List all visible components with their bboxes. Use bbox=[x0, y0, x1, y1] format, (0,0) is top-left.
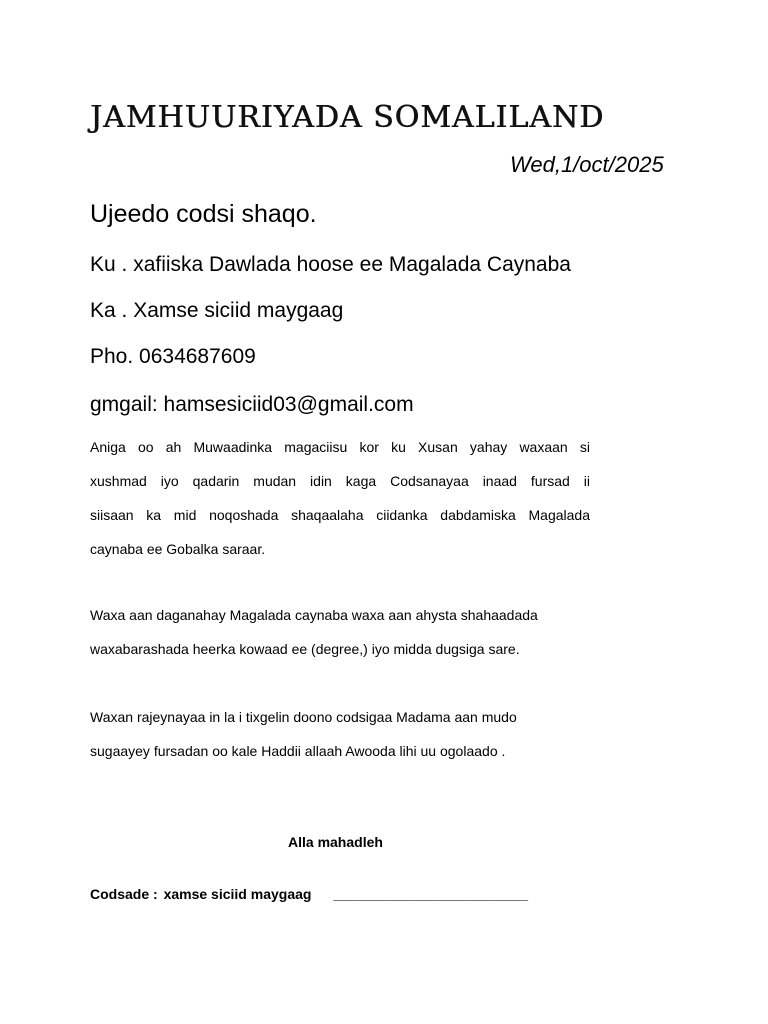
sender-line: Ka . Xamse siciid maygaag bbox=[90, 299, 344, 322]
country-heading: JAMHUURIYADA SOMALILAND bbox=[90, 100, 605, 135]
signature-label: Codsade : bbox=[90, 886, 158, 902]
paragraph-3-line-2: sugaayey fursadan oo kale Haddii allaah Awooda lihi uu ogolaado . bbox=[90, 743, 506, 759]
paragraph-1-line-2: xushmad iyo qadarin mudan idin kaga Codsanayaa inaad fursad ii bbox=[90, 473, 590, 489]
letter-subject: Ujeedo codsi shaqo. bbox=[90, 200, 317, 228]
paragraph-1-line-3: siisaan ka mid noqoshada shaqaalaha ciidanka dabdamiska Magalada bbox=[90, 507, 590, 523]
paragraph-1-line-1: Aniga oo ah Muwaadinka magaciisu kor ku Xusan yahay waxaan si bbox=[90, 439, 590, 455]
signature-line: _________________________ bbox=[333, 886, 528, 902]
paragraph-2-line-1: Waxa aan daganahay Magalada caynaba waxa aan ahysta shahaadada bbox=[90, 607, 538, 623]
signature-block bbox=[90, 886, 528, 902]
paragraph-3-line-1: Waxan rajeynayaa in la i tixgelin doono codsigaa Madama aan mudo bbox=[90, 709, 517, 725]
email-line: gmgail: hamsesiciid03@gmail.com bbox=[90, 393, 414, 416]
paragraph-2-line-2: waxabarashada heerka kowaad ee (degree,) iyo midda dugsiga sare. bbox=[90, 641, 520, 657]
paragraph-1-line-4: caynaba ee Gobalka saraar. bbox=[90, 541, 266, 557]
letter-date: Wed,1/oct/2025 bbox=[510, 152, 664, 177]
phone-line: Pho. 0634687609 bbox=[90, 345, 256, 368]
recipient-line: Ku . xafiiska Dawlada hoose ee Magalada Caynaba bbox=[90, 253, 571, 276]
signature-name: xamse siciid maygaag bbox=[163, 886, 312, 902]
closing-text: Alla mahadleh bbox=[288, 834, 383, 850]
